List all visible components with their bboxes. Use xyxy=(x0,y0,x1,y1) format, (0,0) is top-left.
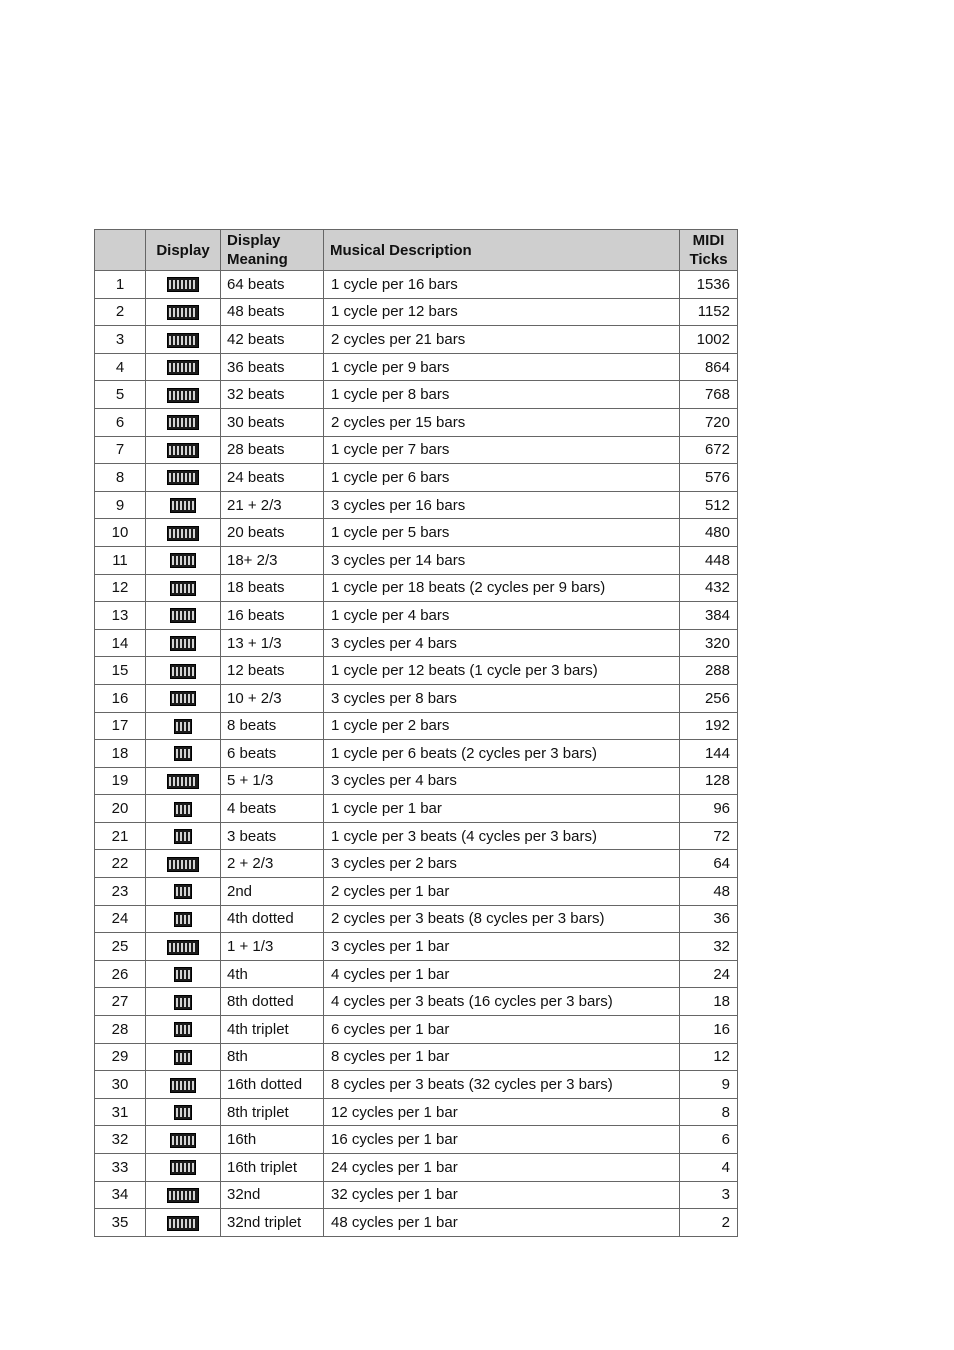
row-number: 24 xyxy=(95,905,146,933)
display-cell xyxy=(146,1154,221,1182)
lcd-display-icon xyxy=(174,802,192,817)
display-meaning: 18+ 2/3 xyxy=(221,546,324,574)
table-row xyxy=(95,795,738,823)
lcd-display-icon xyxy=(174,995,192,1010)
row-number: 30 xyxy=(95,1071,146,1099)
display-cell xyxy=(146,408,221,436)
table-row xyxy=(95,850,738,878)
lcd-display-icon xyxy=(174,1022,192,1037)
midi-ticks: 864 xyxy=(680,353,738,381)
display-meaning: 10 + 2/3 xyxy=(221,684,324,712)
table-row xyxy=(95,1016,738,1044)
header-display-meaning-line1: Display xyxy=(227,232,281,249)
musical-description: 3 cycles per 8 bars xyxy=(324,684,680,712)
midi-ticks: 8 xyxy=(680,1098,738,1126)
display-cell xyxy=(146,878,221,906)
display-meaning: 2nd xyxy=(221,878,324,906)
display-cell xyxy=(146,629,221,657)
table-row xyxy=(95,657,738,685)
midi-ticks: 480 xyxy=(680,519,738,547)
midi-ticks: 768 xyxy=(680,381,738,409)
row-number: 23 xyxy=(95,878,146,906)
row-number: 6 xyxy=(95,408,146,436)
display-meaning: 30 beats xyxy=(221,408,324,436)
midi-ticks: 18 xyxy=(680,988,738,1016)
row-number: 4 xyxy=(95,353,146,381)
table-row xyxy=(95,381,738,409)
display-meaning: 8 beats xyxy=(221,712,324,740)
musical-description: 1 cycle per 4 bars xyxy=(324,602,680,630)
musical-description: 16 cycles per 1 bar xyxy=(324,1126,680,1154)
musical-description: 3 cycles per 4 bars xyxy=(324,767,680,795)
display-cell xyxy=(146,740,221,768)
midi-ticks: 48 xyxy=(680,878,738,906)
lcd-display-icon xyxy=(170,581,196,596)
midi-ticks: 72 xyxy=(680,822,738,850)
display-meaning: 16th xyxy=(221,1126,324,1154)
table-row xyxy=(95,933,738,961)
table-row xyxy=(95,574,738,602)
lcd-display-icon xyxy=(167,470,199,485)
display-cell xyxy=(146,795,221,823)
lcd-display-icon xyxy=(167,526,199,541)
row-number: 16 xyxy=(95,684,146,712)
midi-ticks: 1152 xyxy=(680,298,738,326)
display-meaning: 64 beats xyxy=(221,271,324,299)
display-meaning: 1 + 1/3 xyxy=(221,933,324,961)
musical-description: 1 cycle per 9 bars xyxy=(324,353,680,381)
midi-ticks: 512 xyxy=(680,491,738,519)
lcd-display-icon xyxy=(174,967,192,982)
midi-ticks: 256 xyxy=(680,684,738,712)
midi-ticks: 12 xyxy=(680,1043,738,1071)
lcd-display-icon xyxy=(167,1216,199,1231)
table-row xyxy=(95,629,738,657)
row-number: 33 xyxy=(95,1154,146,1182)
display-meaning: 4th dotted xyxy=(221,905,324,933)
row-number: 19 xyxy=(95,767,146,795)
display-meaning: 16th dotted xyxy=(221,1071,324,1099)
header-number xyxy=(95,230,146,271)
display-cell xyxy=(146,326,221,354)
lcd-display-icon xyxy=(170,636,196,651)
musical-description: 2 cycles per 15 bars xyxy=(324,408,680,436)
display-meaning: 32nd triplet xyxy=(221,1209,324,1237)
display-meaning: 4th triplet xyxy=(221,1016,324,1044)
lcd-display-icon xyxy=(174,912,192,927)
display-cell xyxy=(146,1043,221,1071)
display-meaning: 12 beats xyxy=(221,657,324,685)
display-cell xyxy=(146,850,221,878)
midi-ticks: 1002 xyxy=(680,326,738,354)
display-meaning: 16 beats xyxy=(221,602,324,630)
header-midi-ticks-line2: Ticks xyxy=(689,251,728,268)
display-cell xyxy=(146,1016,221,1044)
display-meaning: 13 + 1/3 xyxy=(221,629,324,657)
row-number: 35 xyxy=(95,1209,146,1237)
display-meaning: 6 beats xyxy=(221,740,324,768)
table-row xyxy=(95,298,738,326)
row-number: 18 xyxy=(95,740,146,768)
table-row xyxy=(95,822,738,850)
musical-description: 1 cycle per 12 bars xyxy=(324,298,680,326)
display-cell xyxy=(146,933,221,961)
row-number: 17 xyxy=(95,712,146,740)
table-row xyxy=(95,712,738,740)
midi-ticks: 24 xyxy=(680,960,738,988)
table-row xyxy=(95,960,738,988)
musical-description: 1 cycle per 7 bars xyxy=(324,436,680,464)
midi-ticks: 4 xyxy=(680,1154,738,1182)
display-meaning: 4 beats xyxy=(221,795,324,823)
display-meaning: 8th xyxy=(221,1043,324,1071)
row-number: 31 xyxy=(95,1098,146,1126)
display-meaning: 21 + 2/3 xyxy=(221,491,324,519)
lcd-display-icon xyxy=(170,553,196,568)
musical-description: 8 cycles per 3 beats (32 cycles per 3 bars) xyxy=(324,1071,680,1099)
header-row xyxy=(95,230,738,271)
row-number: 28 xyxy=(95,1016,146,1044)
lcd-display-icon xyxy=(170,1078,196,1093)
row-number: 10 xyxy=(95,519,146,547)
row-number: 8 xyxy=(95,464,146,492)
table-row xyxy=(95,408,738,436)
row-number: 7 xyxy=(95,436,146,464)
display-cell xyxy=(146,1098,221,1126)
musical-description: 2 cycles per 3 beats (8 cycles per 3 bars) xyxy=(324,905,680,933)
table-row xyxy=(95,1209,738,1237)
musical-description: 3 cycles per 1 bar xyxy=(324,933,680,961)
row-number: 11 xyxy=(95,546,146,574)
musical-description: 8 cycles per 1 bar xyxy=(324,1043,680,1071)
midi-ticks: 36 xyxy=(680,905,738,933)
musical-description: 1 cycle per 16 bars xyxy=(324,271,680,299)
musical-description: 1 cycle per 18 beats (2 cycles per 9 bars) xyxy=(324,574,680,602)
row-number: 22 xyxy=(95,850,146,878)
display-cell xyxy=(146,1181,221,1209)
midi-ticks: 64 xyxy=(680,850,738,878)
table-row xyxy=(95,1181,738,1209)
musical-description: 1 cycle per 12 beats (1 cycle per 3 bars) xyxy=(324,657,680,685)
display-cell xyxy=(146,822,221,850)
musical-description: 1 cycle per 6 bars xyxy=(324,464,680,492)
musical-description: 4 cycles per 1 bar xyxy=(324,960,680,988)
lcd-display-icon xyxy=(174,884,192,899)
lcd-display-icon xyxy=(170,1133,196,1148)
display-meaning: 8th triplet xyxy=(221,1098,324,1126)
header-midi-ticks xyxy=(680,230,738,271)
table-row xyxy=(95,1043,738,1071)
lcd-display-icon xyxy=(170,1160,196,1175)
musical-description: 12 cycles per 1 bar xyxy=(324,1098,680,1126)
midi-ticks: 576 xyxy=(680,464,738,492)
table-row xyxy=(95,326,738,354)
musical-description: 3 cycles per 16 bars xyxy=(324,491,680,519)
musical-description: 3 cycles per 2 bars xyxy=(324,850,680,878)
display-meaning: 5 + 1/3 xyxy=(221,767,324,795)
midi-ticks: 1536 xyxy=(680,271,738,299)
row-number: 1 xyxy=(95,271,146,299)
musical-description: 3 cycles per 14 bars xyxy=(324,546,680,574)
display-meaning: 24 beats xyxy=(221,464,324,492)
lcd-display-icon xyxy=(167,333,199,348)
display-cell xyxy=(146,353,221,381)
display-meaning: 36 beats xyxy=(221,353,324,381)
display-meaning: 28 beats xyxy=(221,436,324,464)
musical-description: 1 cycle per 3 beats (4 cycles per 3 bars) xyxy=(324,822,680,850)
table-row xyxy=(95,740,738,768)
musical-description: 32 cycles per 1 bar xyxy=(324,1181,680,1209)
midi-ticks: 96 xyxy=(680,795,738,823)
lcd-display-icon xyxy=(174,1050,192,1065)
midi-ticks: 144 xyxy=(680,740,738,768)
display-cell xyxy=(146,491,221,519)
midi-ticks: 2 xyxy=(680,1209,738,1237)
musical-description: 6 cycles per 1 bar xyxy=(324,1016,680,1044)
midi-ticks: 672 xyxy=(680,436,738,464)
table-row xyxy=(95,905,738,933)
display-meaning: 18 beats xyxy=(221,574,324,602)
lcd-display-icon xyxy=(170,691,196,706)
midi-ticks: 720 xyxy=(680,408,738,436)
table-row xyxy=(95,988,738,1016)
lcd-display-icon xyxy=(167,415,199,430)
musical-description: 48 cycles per 1 bar xyxy=(324,1209,680,1237)
display-cell xyxy=(146,657,221,685)
display-cell xyxy=(146,960,221,988)
lcd-display-icon xyxy=(167,774,199,789)
midi-ticks: 32 xyxy=(680,933,738,961)
row-number: 14 xyxy=(95,629,146,657)
midi-ticks: 3 xyxy=(680,1181,738,1209)
lcd-display-icon xyxy=(167,305,199,320)
row-number: 21 xyxy=(95,822,146,850)
display-meaning: 2 + 2/3 xyxy=(221,850,324,878)
midi-ticks: 192 xyxy=(680,712,738,740)
header-display-meaning xyxy=(221,230,324,271)
musical-description: 3 cycles per 4 bars xyxy=(324,629,680,657)
row-number: 32 xyxy=(95,1126,146,1154)
lcd-display-icon xyxy=(174,719,192,734)
display-cell xyxy=(146,1071,221,1099)
display-cell xyxy=(146,436,221,464)
row-number: 29 xyxy=(95,1043,146,1071)
table-row xyxy=(95,436,738,464)
row-number: 13 xyxy=(95,602,146,630)
display-cell xyxy=(146,574,221,602)
display-meaning: 20 beats xyxy=(221,519,324,547)
display-cell xyxy=(146,1126,221,1154)
display-meaning: 3 beats xyxy=(221,822,324,850)
musical-description: 1 cycle per 2 bars xyxy=(324,712,680,740)
musical-description: 1 cycle per 6 beats (2 cycles per 3 bars) xyxy=(324,740,680,768)
lcd-display-icon xyxy=(174,1105,192,1120)
lcd-display-icon xyxy=(174,746,192,761)
table-row xyxy=(95,1098,738,1126)
display-cell xyxy=(146,602,221,630)
display-cell xyxy=(146,712,221,740)
display-cell xyxy=(146,1209,221,1237)
midi-ticks: 16 xyxy=(680,1016,738,1044)
display-cell xyxy=(146,271,221,299)
display-meaning: 4th xyxy=(221,960,324,988)
table-row xyxy=(95,271,738,299)
table-row xyxy=(95,684,738,712)
musical-description: 2 cycles per 21 bars xyxy=(324,326,680,354)
display-cell xyxy=(146,381,221,409)
display-cell xyxy=(146,684,221,712)
table-row xyxy=(95,353,738,381)
row-number: 12 xyxy=(95,574,146,602)
lcd-display-icon xyxy=(167,857,199,872)
display-meaning: 8th dotted xyxy=(221,988,324,1016)
midi-ticks: 384 xyxy=(680,602,738,630)
header-musical-description: Musical Description xyxy=(324,230,680,271)
lcd-display-icon xyxy=(167,277,199,292)
row-number: 2 xyxy=(95,298,146,326)
table-row xyxy=(95,602,738,630)
table-row xyxy=(95,546,738,574)
table-row xyxy=(95,767,738,795)
row-number: 25 xyxy=(95,933,146,961)
lcd-display-icon xyxy=(167,940,199,955)
midi-ticks: 320 xyxy=(680,629,738,657)
table-header xyxy=(95,230,738,271)
header-midi-ticks-line1: MIDI xyxy=(692,232,725,249)
midi-ticks: 448 xyxy=(680,546,738,574)
display-cell xyxy=(146,298,221,326)
display-cell xyxy=(146,767,221,795)
table-row xyxy=(95,1126,738,1154)
table-row xyxy=(95,464,738,492)
lcd-display-icon xyxy=(174,829,192,844)
rate-table xyxy=(94,229,738,1237)
display-cell xyxy=(146,546,221,574)
row-number: 34 xyxy=(95,1181,146,1209)
display-cell xyxy=(146,464,221,492)
header-display-meaning-line2: Meaning xyxy=(227,251,288,268)
lcd-display-icon xyxy=(170,664,196,679)
lcd-display-icon xyxy=(167,443,199,458)
lcd-display-icon xyxy=(170,498,196,513)
header-display: Display xyxy=(146,230,221,271)
display-cell xyxy=(146,988,221,1016)
row-number: 9 xyxy=(95,491,146,519)
lcd-display-icon xyxy=(167,360,199,375)
display-meaning: 32nd xyxy=(221,1181,324,1209)
musical-description: 1 cycle per 1 bar xyxy=(324,795,680,823)
row-number: 3 xyxy=(95,326,146,354)
row-number: 15 xyxy=(95,657,146,685)
midi-ticks: 288 xyxy=(680,657,738,685)
lcd-display-icon xyxy=(167,1188,199,1203)
row-number: 20 xyxy=(95,795,146,823)
musical-description: 4 cycles per 3 beats (16 cycles per 3 bars) xyxy=(324,988,680,1016)
midi-ticks: 432 xyxy=(680,574,738,602)
table-row xyxy=(95,1071,738,1099)
table-body xyxy=(95,271,738,1237)
table-row xyxy=(95,519,738,547)
row-number: 26 xyxy=(95,960,146,988)
row-number: 27 xyxy=(95,988,146,1016)
display-meaning: 32 beats xyxy=(221,381,324,409)
midi-ticks: 6 xyxy=(680,1126,738,1154)
display-cell xyxy=(146,905,221,933)
display-meaning: 48 beats xyxy=(221,298,324,326)
table-row xyxy=(95,491,738,519)
midi-ticks: 9 xyxy=(680,1071,738,1099)
display-cell xyxy=(146,519,221,547)
musical-description: 1 cycle per 8 bars xyxy=(324,381,680,409)
musical-description: 1 cycle per 5 bars xyxy=(324,519,680,547)
musical-description: 24 cycles per 1 bar xyxy=(324,1154,680,1182)
musical-description: 2 cycles per 1 bar xyxy=(324,878,680,906)
lcd-display-icon xyxy=(170,608,196,623)
midi-ticks: 128 xyxy=(680,767,738,795)
table-row xyxy=(95,878,738,906)
display-meaning: 16th triplet xyxy=(221,1154,324,1182)
row-number: 5 xyxy=(95,381,146,409)
display-meaning: 42 beats xyxy=(221,326,324,354)
table-row xyxy=(95,1154,738,1182)
lcd-display-icon xyxy=(167,388,199,403)
